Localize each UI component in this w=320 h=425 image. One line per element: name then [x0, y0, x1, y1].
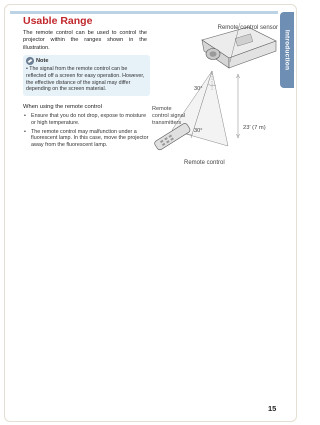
- note-text: • The signal from the remote control can be reflected off a screen for easy operation. However, the effective distance of the signal may differ depending on the screen material.: [26, 66, 145, 93]
- distance-label: 23' (7 m): [243, 125, 266, 131]
- sensor-label: Remote control sensor: [217, 25, 278, 31]
- angle-label-top: 30°: [194, 86, 203, 92]
- page-number: 15: [268, 404, 277, 413]
- remote-usage-heading: When using the remote control: [23, 104, 102, 110]
- remote-control: [154, 122, 192, 151]
- list-item: • Ensure that you do not drop, expose to moisture or high temperature.: [23, 113, 150, 127]
- intro-paragraph: The remote control can be used to control the projector within the ranges shown in the illustration.: [23, 30, 147, 51]
- section-tab: [280, 12, 294, 88]
- angle-label-bottom: 30°: [194, 128, 203, 134]
- transmitter-label-line-1: Remote: [152, 106, 172, 112]
- usable-range-diagram: [150, 18, 280, 168]
- remote-label: Remote control: [184, 160, 225, 166]
- remote-usage-list: [23, 113, 150, 151]
- transmitter-label-line-3: transmitters: [152, 120, 182, 126]
- header-band: [10, 11, 278, 14]
- note-box: [23, 55, 150, 96]
- projector-lens-inner: [210, 51, 217, 57]
- note-text-body: The signal from the remote control can be reflected off a screen for easy operation. However, the effective distance of the signal may differ depending on the screen material.: [26, 66, 145, 93]
- note-header: [26, 57, 48, 65]
- transmitter-label-line-2: control signal: [152, 113, 185, 119]
- pencil-icon: [26, 57, 34, 65]
- list-item: • The remote control may malfunction under a fluorescent lamp. In this case, move the projector away from the fluorescent lamp.: [23, 129, 150, 149]
- page-title: Usable Range: [23, 15, 93, 27]
- section-tab-label: Introduction: [283, 29, 291, 71]
- note-label: Note: [36, 58, 49, 64]
